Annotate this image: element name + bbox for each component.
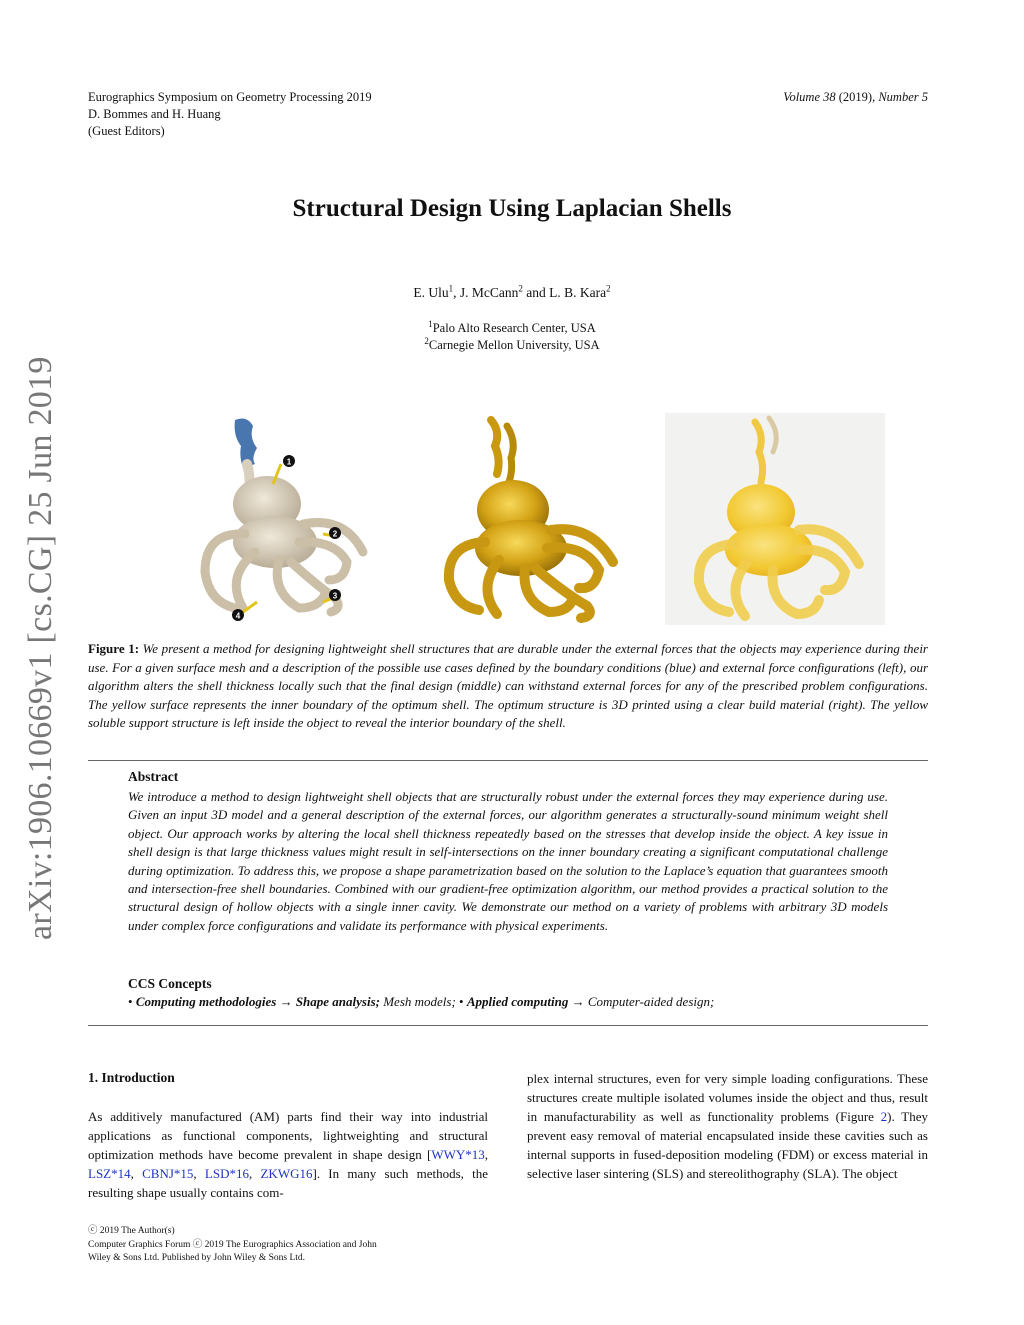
- divider-top: [88, 760, 928, 761]
- author-affil-mark: 1: [448, 283, 454, 294]
- callout-2: 2: [332, 529, 338, 539]
- copyright-footer: [88, 1225, 377, 1266]
- author-list: [0, 285, 1024, 301]
- editors-line: D. Bommes and H. Huang: [88, 107, 221, 121]
- author-separator: and: [522, 285, 550, 300]
- volume-number: , Number 5: [872, 90, 928, 104]
- volume-year: (2019): [838, 90, 873, 104]
- affiliations: [0, 320, 1024, 354]
- affiliation-2: [0, 337, 1024, 354]
- ccs-mesh-models: Mesh models;: [383, 994, 456, 1009]
- octopus-print-right: [699, 418, 859, 616]
- author-name: L. B. Kara: [549, 285, 607, 300]
- affiliation-1: [0, 320, 1024, 337]
- citation-link[interactable]: LSZ*14: [88, 1166, 131, 1181]
- ccs-shape-analysis: Shape analysis;: [295, 994, 380, 1009]
- arrow: →: [571, 994, 585, 1009]
- ccs-applied-computing: Applied computing: [466, 994, 569, 1009]
- octopus-mesh-left: [205, 418, 363, 621]
- abstract-text: We introduce a method to design lightweight shell objects that are structurally robust under the external forces they may experience during use. Given an input 3D model and a general description of the external forces, our algorithm generates a structurally-sound minimum weight shell object. Our approach works by altering the local shell thickness repeatedly based on the stresses that develop inside the object. A key issue in shell design is that large thickness values might result in self-intersections on the inner boundary creating a significant computational challenge during optimization. To address this, we propose a shape parametrization based on the solution to the Laplace’s equation that guarantees smooth and intersection-free shell boundaries. Combined with our gradient-free optimization algorithm, our method provides a practical solution to the structural design of hollow objects with a single inner cavity. We demonstrate our method on a variety of problems with arbitrary 3D models under complex force configurations and validate its performance with physical experiments.: [128, 789, 888, 933]
- divider-bottom: [88, 1025, 928, 1026]
- affil-mark: 2: [424, 335, 429, 346]
- ccs-computing-methodologies: Computing methodologies: [135, 994, 277, 1009]
- volume-label: Volume 38: [783, 90, 836, 104]
- author-affil-mark: 2: [606, 283, 611, 294]
- section-heading-introduction: 1. Introduction: [88, 1070, 175, 1085]
- arxiv-stamp: arXiv:1906.10669v1 [cs.CG] 25 Jun 2019: [22, 356, 59, 940]
- arrow: →: [279, 994, 293, 1009]
- figure-1-illustration: [195, 412, 885, 627]
- footer-line: ⓒ 2019 The Author(s): [88, 1226, 175, 1236]
- intro-right-column: [527, 1069, 928, 1183]
- caption-text: We present a method for designing lightweight shell structures that are durable under the external forces that the objects may experience during their use. For a given surface mesh and a description of the possible use cases defined by the boundary conditions (blue) and external force configurations (left), our algorithm alters the shell thickness locally such that the final design (middle) can withstand external forces for any of the prescribed problem configurations. The yellow surface represents the inner boundary of the optimum shell. The optimum structure is 3D printed using a clear build material (right). The yellow soluble support structure is left inside the object to reveal the interior boundary of the shell.: [88, 641, 928, 731]
- intro-left-column: [88, 1107, 488, 1202]
- footer-line: Wiley & Sons Ltd. Published by John Wiley & Sons Ltd.: [88, 1253, 306, 1263]
- figure-reference-link[interactable]: 2: [880, 1109, 888, 1124]
- citation-link[interactable]: WWY*13: [431, 1147, 485, 1162]
- citation-link[interactable]: CBNJ*15: [142, 1166, 194, 1181]
- ccs-computer-aided-design: Computer-aided design;: [587, 994, 715, 1009]
- venue-line: Eurographics Symposium on Geometry Processing 2019: [88, 90, 372, 104]
- callout-4: 4: [235, 611, 241, 621]
- author-separator: ,: [453, 285, 460, 300]
- citation-link[interactable]: LSD*16: [204, 1166, 249, 1181]
- bullet: •: [459, 994, 464, 1009]
- volume-header: [783, 89, 928, 106]
- octopus-gold-middle: [449, 420, 613, 618]
- footer-line: Computer Graphics Forum ⓒ 2019 The Eurographics Association and John: [88, 1239, 377, 1250]
- venue-header: [88, 89, 372, 140]
- figure-caption: [88, 640, 928, 733]
- author-name: E. Ulu: [413, 285, 449, 300]
- bullet: •: [128, 994, 133, 1009]
- caption-label: Figure 1:: [88, 641, 140, 656]
- ccs-heading: CCS Concepts: [128, 976, 212, 991]
- ccs-concepts: [128, 994, 888, 1010]
- cite-separator: ,: [193, 1166, 205, 1181]
- citation-link[interactable]: ZKWG16: [260, 1166, 313, 1181]
- abstract-heading: Abstract: [128, 769, 179, 784]
- guest-editors-line: (Guest Editors): [88, 124, 165, 138]
- cite-separator: ,: [248, 1166, 261, 1181]
- intro-text: ]. In many such methods, the resulting shape usually contains com-: [88, 1166, 489, 1200]
- author-affil-mark: 2: [518, 283, 523, 294]
- cite-separator: ,: [130, 1166, 143, 1181]
- affil-text: Carnegie Mellon University, USA: [428, 338, 600, 352]
- cite-separator: ,: [484, 1147, 488, 1162]
- affil-mark: 1: [428, 318, 433, 329]
- intro-text: plex internal structures, even for very simple loading configurations. These structures create multiple isolated volumes inside the object and thus, result in manufacturability as well as functionality problems (Figure: [527, 1071, 928, 1124]
- paper-title: Structural Design Using Laplacian Shells: [292, 195, 732, 222]
- intro-text: As additively manufactured (AM) parts find their way into industrial applications as functional components, lightweighting and structural optimization methods have become prevalent in shape design [: [88, 1109, 488, 1162]
- callout-3: 3: [332, 591, 338, 601]
- callout-1: 1: [286, 457, 292, 467]
- affil-text: Palo Alto Research Center, USA: [432, 321, 596, 335]
- author-name: J. McCann: [459, 285, 519, 300]
- intro-text: ). They prevent easy removal of material encapsulated inside these cavities such as internal supports in fused-deposition modeling (FDM) or excess material in selective laser sintering (SLS) and stereolithography (SLA). The object: [527, 1109, 928, 1181]
